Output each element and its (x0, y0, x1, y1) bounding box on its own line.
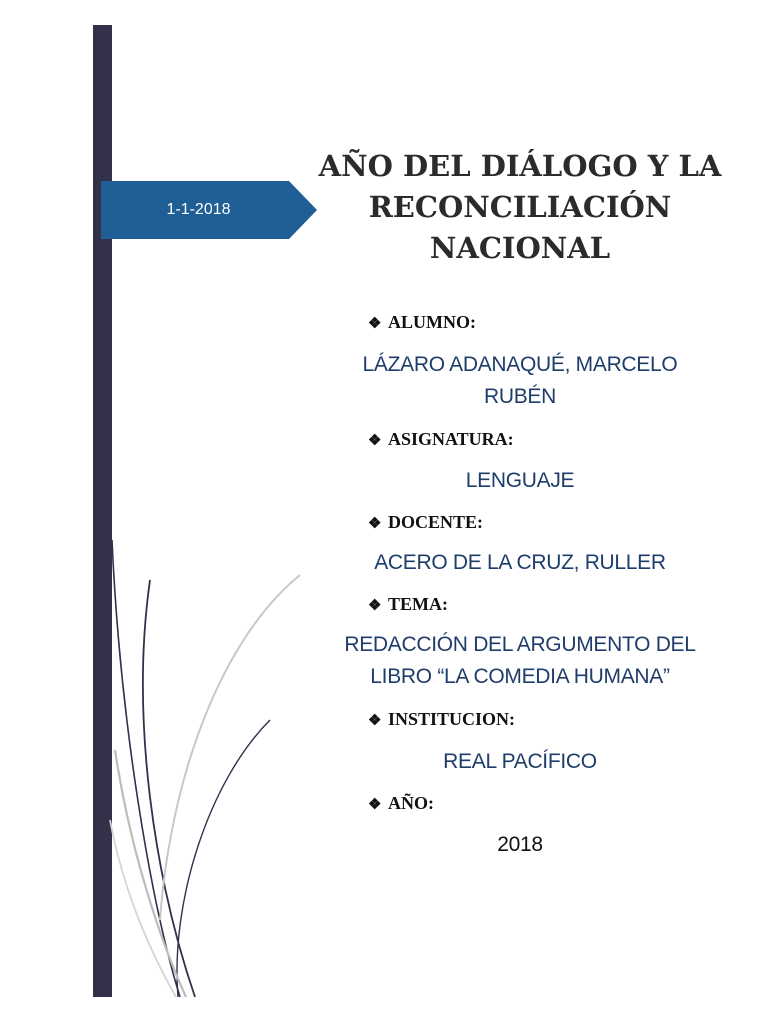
field-value-institucion: REAL PACÍFICO (443, 750, 597, 773)
field-label-ano: ❖ AÑO: (368, 793, 434, 813)
diamond-bullet-icon: ❖ (368, 713, 382, 729)
field-label-tema: ❖ TEMA: (368, 594, 448, 614)
diamond-bullet-icon: ❖ (368, 316, 382, 332)
diamond-bullet-icon: ❖ (368, 516, 382, 532)
field-label-institucion: ❖ INSTITUCION: (368, 709, 516, 729)
field-label-alumno: ❖ ALUMNO: (368, 312, 476, 332)
diamond-bullet-icon: ❖ (368, 433, 382, 449)
field-value-alumno: LÁZARO ADANAQUÉ, MARCELO RUBÉN (362, 353, 678, 408)
page-title: AÑO DEL DIÁLOGO Y LA RECONCILIACIÓN NACIONAL (318, 149, 722, 265)
field-value-asignatura: LENGUAJE (465, 469, 575, 492)
field-value-docente: ACERO DE LA CRUZ, RULLER (374, 551, 666, 574)
field-label-docente: ❖ DOCENTE: (368, 512, 484, 532)
decorative-curves (100, 520, 320, 1000)
field-label-asignatura: ❖ ASIGNATURA: (368, 429, 514, 449)
date-tag (101, 181, 317, 239)
field-value-tema: REDACCIÓN DEL ARGUMENTO DEL LIBRO “LA COMEDIA HUMANA” (344, 633, 696, 688)
diamond-bullet-icon: ❖ (368, 598, 382, 614)
field-value-ano: 2018 (497, 833, 543, 856)
date-text: 1-1-2018 (166, 201, 231, 218)
diamond-bullet-icon: ❖ (368, 797, 382, 813)
